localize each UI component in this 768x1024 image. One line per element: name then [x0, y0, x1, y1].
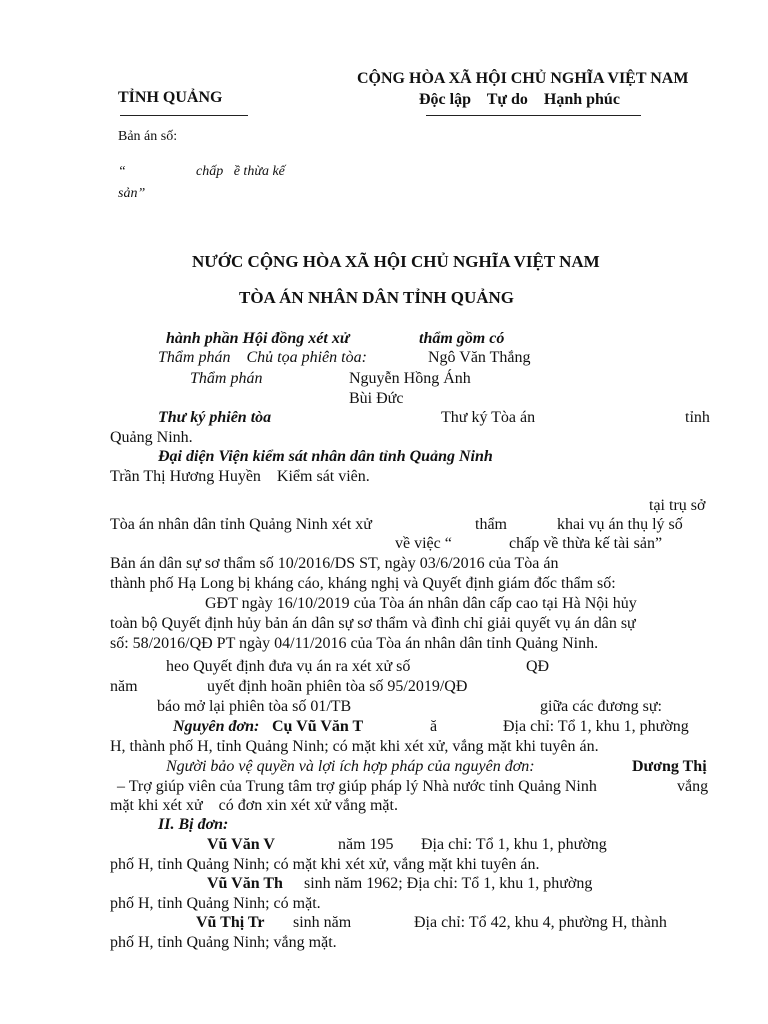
body-line-5: thành phố Hạ Long bị kháng cáo, kháng nghị và Quyết định giám đốc thẩm số:	[110, 575, 616, 592]
clerk-text-a: Thư ký Tòa án	[441, 409, 536, 426]
court-title: TÒA ÁN NHÂN DÂN TỈNH QUẢNG	[239, 288, 515, 307]
defendant-2-text: sinh năm 1962; Địa chỉ: Tổ 1, khu 1, phường	[304, 875, 593, 892]
body-line-4: Bản án dân sự sơ thẩm số 10/2016/DS ST, ngày 03/6/2016 của Tòa án	[110, 555, 559, 572]
motto-underline	[426, 115, 641, 116]
defendant-3-name: Vũ Thị Tr	[196, 914, 265, 931]
decision-line-3b: giữa các đương sự:	[540, 698, 662, 715]
decision-line-2b: uyết định hoãn phiên tòa số 95/2019/QĐ	[207, 678, 468, 695]
body-line-2b: thẩm	[475, 516, 507, 533]
plaintiff-label: Nguyên đơn:	[173, 718, 260, 735]
plaintiff-line-2: H, thành phố H, tỉnh Quảng Ninh; có mặt khi xét xử, vắng mặt khi tuyên án.	[110, 738, 599, 755]
judge-name-1: Nguyễn Hồng Ánh	[349, 370, 471, 387]
defendant-1-text: năm 195	[338, 836, 394, 853]
subject-open-quote: “	[118, 164, 126, 179]
defendant-3-address: Địa chỉ: Tổ 42, khu 4, phường H, thành	[414, 914, 667, 931]
panel-heading-a: hành phần Hội đồng xét xử	[166, 330, 350, 347]
defendant-1-address: Địa chỉ: Tổ 1, khu 1, phường	[421, 836, 607, 853]
decision-line-1b: QĐ	[526, 658, 550, 675]
defendant-1-line-2: phố H, tỉnh Quảng Ninh; có mặt khi xét xử, vắng mặt khi tuyên án.	[110, 856, 540, 873]
procuracy-label: Đại diện Viện kiểm sát nhân dân tỉnh Quảng Ninh	[158, 448, 493, 465]
body-line-3b: chấp về thừa kế tài sản”	[509, 535, 663, 552]
defendant-2-name: Vũ Văn Th	[207, 875, 283, 892]
body-line-8: số: 58/2016/QĐ PT ngày 04/11/2016 của Tòa án nhân dân tỉnh Quảng Ninh.	[110, 635, 599, 652]
procuracy-line: Trần Thị Hương Huyền Kiểm sát viên.	[110, 468, 370, 485]
subject-text: chấp ề thừa kế	[196, 164, 285, 179]
body-line-7: toàn bộ Quyết định hủy bản án dân sự sơ thẩm và đình chỉ giải quyết vụ án dân sự	[110, 615, 636, 632]
clerk-line-2: Quảng Ninh.	[110, 429, 193, 446]
presiding-label: Thẩm phán Chủ tọa phiên tòa:	[158, 349, 367, 366]
representative-line-2a: – Trợ giúp viên của Trung tâm trợ giúp pháp lý Nhà nước tỉnh Quảng Ninh	[117, 778, 597, 795]
republic-name: CỘNG HÒA XÃ HỘI CHỦ NGHĨA VIỆT NAM	[357, 70, 689, 87]
province-underline	[120, 115, 248, 116]
clerk-label: Thư ký phiên tòa	[158, 409, 272, 426]
judge-label: Thẩm phán	[190, 370, 263, 387]
body-line-1: tại trụ sở	[649, 497, 706, 514]
body-line-6: GĐT ngày 16/10/2019 của Tòa án nhân dân cấp cao tại Hà Nội hủy	[205, 595, 637, 612]
judge-name-2: Bùi Đức	[349, 390, 404, 407]
plaintiff-address: Địa chỉ: Tổ 1, khu 1, phường	[503, 718, 689, 735]
defendants-heading: II. Bị đơn:	[158, 816, 229, 833]
representative-line-2b: vắng	[677, 778, 709, 795]
body-line-2c: khai vụ án thụ lý số	[557, 516, 683, 533]
clerk-text-b: tỉnh	[685, 409, 710, 426]
defendant-2-line-2: phố H, tỉnh Quảng Ninh; có mặt.	[110, 895, 321, 912]
decision-line-2a: năm	[110, 678, 138, 695]
province-name: TỈNH QUẢNG	[118, 89, 223, 106]
representative-label: Người bảo vệ quyền và lợi ích hợp pháp của nguyên đơn:	[166, 758, 535, 775]
representative-name: Dương Thị	[632, 758, 707, 775]
plaintiff-name: Cụ Vũ Văn T	[272, 718, 364, 735]
panel-heading-b: thẩm gồm có	[419, 330, 505, 347]
body-line-3a: về việc “	[395, 535, 452, 552]
decision-line-1a: heo Quyết định đưa vụ án ra xét xử số	[166, 658, 411, 675]
judgment-number-label: Bản án số:	[118, 129, 178, 144]
body-line-2a: Tòa án nhân dân tỉnh Quảng Ninh xét xử	[110, 516, 372, 533]
defendant-3-text: sinh năm	[293, 914, 352, 931]
presiding-judge-name: Ngô Văn Thắng	[428, 349, 531, 366]
decision-line-3a: báo mở lại phiên tòa số 01/TB	[157, 698, 352, 715]
defendant-3-line-2: phố H, tỉnh Quảng Ninh; vắng mặt.	[110, 934, 337, 951]
subject-tail: sản”	[118, 186, 146, 201]
national-motto: Độc lập Tự do Hạnh phúc	[419, 91, 620, 108]
representative-line-3: mặt khi xét xử có đơn xin xét xử vắng mặt.	[110, 797, 398, 814]
plaintiff-mid: ă	[430, 718, 438, 735]
nation-title: NƯỚC CỘNG HÒA XÃ HỘI CHỦ NGHĨA VIỆT NAM	[192, 252, 600, 271]
defendant-1-name: Vũ Văn V	[207, 836, 275, 853]
